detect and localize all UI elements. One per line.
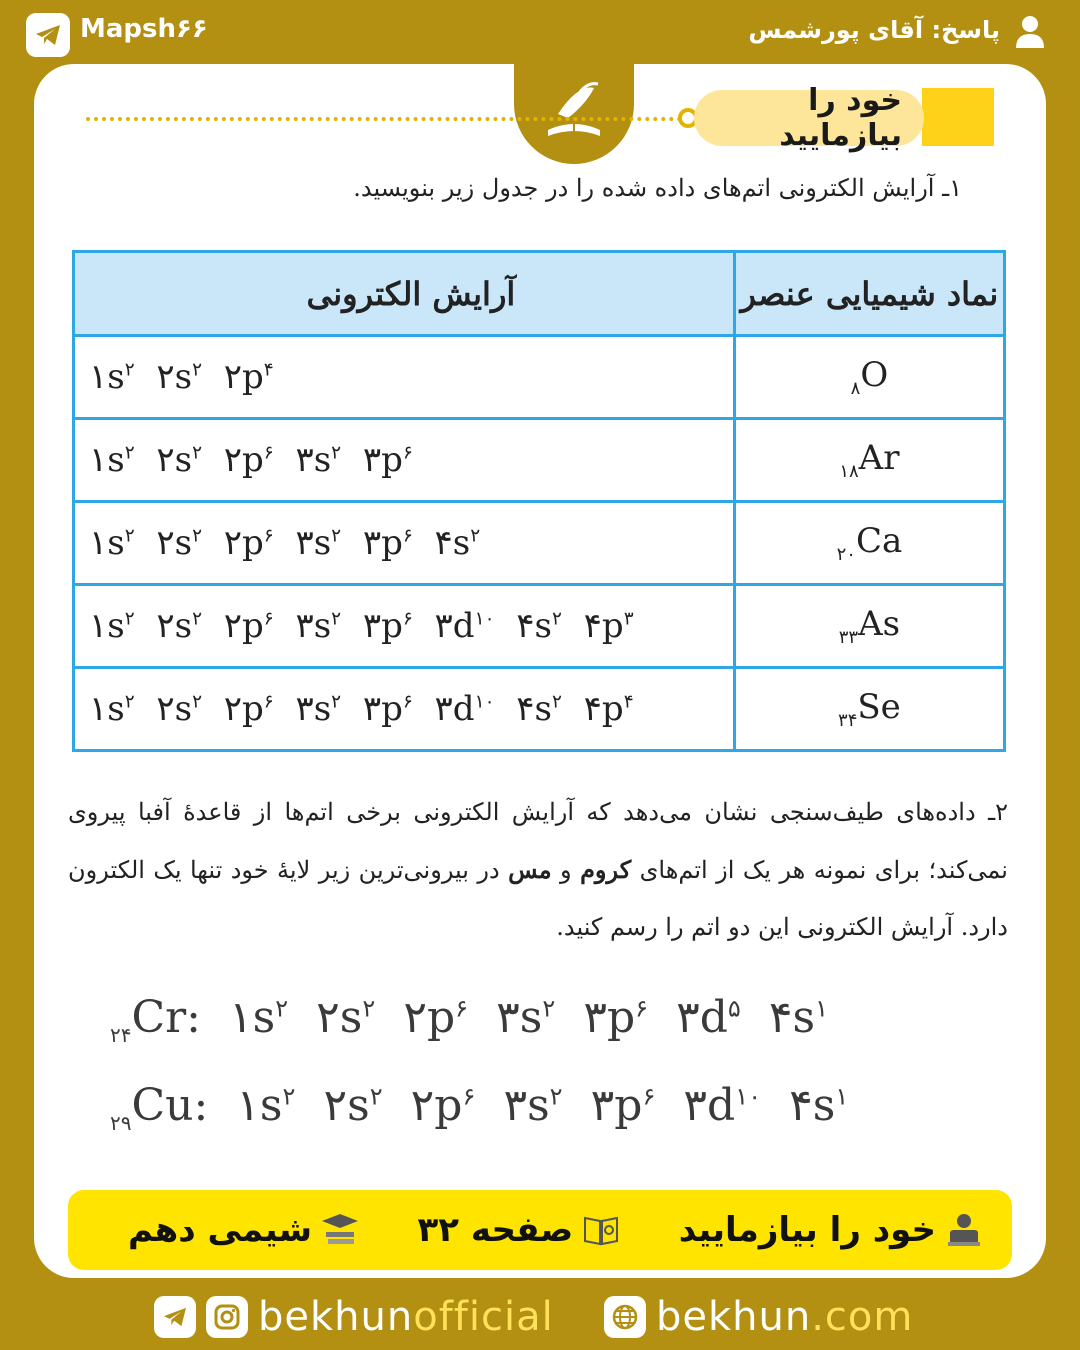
section-tab-accent (922, 88, 994, 146)
question-2 (68, 784, 1008, 956)
header-symbol: نماد شیمیایی عنصر (734, 252, 1004, 336)
atomic-number: ۳۴ (838, 709, 858, 731)
top-bar (0, 0, 1080, 66)
element-symbol-cell: $_۸$O (734, 336, 1004, 419)
electron-config-cell: $۱s^۲$ $۲s^۲$ $۲p^۶$ $۳s^۲$ $۳p^۶$ $۳d^{۱۰}$ $۴s^۲$ $۴p^۴$ (74, 668, 735, 751)
question-2-and: و (560, 856, 572, 884)
section-divider (86, 117, 682, 121)
question-2-part2: در بیرونی‌ترین زیر لایهٔ خود تنها یک الکترون دارد. آرایش الکترونی این دو اتم را رسم کنید. (68, 856, 1008, 941)
answer-copper: $_{۲۹}$Cu: $۱s^۲$ $۲s^۲$ $۲p^۶$ $۳s^۲$ $۳p^۶$ $۳d^{۱۰}$ $۴s^۱$ (110, 1080, 849, 1135)
footer-subject-label: شیمی دهم (128, 1210, 313, 1250)
channel-handle: Mapsh۶۶ (80, 14, 208, 44)
answer-chromium: $_{۲۴}$Cr: $۱s^۲$ $۲s^۲$ $۲p^۶$ $۳s^۲$ $۳p^۶$ $۳d^۵$ $۴s^۱$ (110, 992, 829, 1047)
footer-page (417, 1210, 621, 1250)
element-symbol-cell: $_{۳۴}$Se (734, 668, 1004, 751)
footer-section (679, 1210, 984, 1250)
element-symbol-cell: $_{۱۸}$Ar (734, 419, 1004, 502)
brand-logo (514, 64, 634, 164)
atomic-number: ۸ (850, 377, 861, 399)
atomic-number: ۲۹ (110, 1110, 132, 1135)
book-pen-icon (528, 74, 620, 154)
open-book-icon (581, 1212, 621, 1248)
chromium-word: کروم (580, 855, 632, 884)
table-header-row (74, 252, 1005, 336)
social-instagram-telegram[interactable] (154, 1290, 554, 1344)
table-row (74, 585, 1005, 668)
element-symbol-cell: $_{۲۰}$Ca (734, 502, 1004, 585)
footer-section-label: خود را بیازمایید (678, 1210, 936, 1250)
copper-word: مس (508, 855, 552, 884)
user-icon (1014, 14, 1046, 50)
element-symbol-cell: $_{۳۳}$As (734, 585, 1004, 668)
section-title: خود را بیازمایید (694, 90, 924, 146)
social-handle[interactable]: bekhunofficial (258, 1294, 554, 1340)
atomic-number: ۲۴ (110, 1022, 132, 1047)
electron-config-cell: $۱s^۲$ $۲s^۲$ $۲p^۶$ $۳s^۲$ $۳p^۶$ $۴s^۲$ (74, 502, 735, 585)
globe-icon[interactable] (604, 1296, 646, 1338)
table-row (74, 336, 1005, 419)
atomic-number: ۱۸ (839, 460, 859, 482)
electron-config-table (72, 250, 1006, 752)
website-link[interactable] (604, 1290, 913, 1344)
atomic-number: ۲۰ (836, 543, 856, 565)
website-url[interactable]: bekhun.com (656, 1294, 914, 1340)
header-config: آرایش الکترونی (74, 252, 735, 336)
atomic-number: ۳۳ (838, 626, 859, 648)
teacher-icon (944, 1212, 984, 1248)
table-row (74, 502, 1005, 585)
table-row (74, 668, 1005, 751)
electron-config-cell: $۱s^۲$ $۲s^۲$ $۲p^۴$ (74, 336, 735, 419)
electron-config-cell: $۱s^۲$ $۲s^۲$ $۲p^۶$ $۳s^۲$ $۳p^۶$ $۳d^{۱۰}$ $۴s^۲$ $۴p^۳$ (74, 585, 735, 668)
graduation-books-icon (320, 1212, 360, 1248)
footer-subject (128, 1210, 360, 1250)
telegram-icon[interactable] (154, 1296, 196, 1338)
footer-bar (68, 1190, 1012, 1270)
electron-config-cell: $۱s^۲$ $۲s^۲$ $۲p^۶$ $۳s^۲$ $۳p^۶$ (74, 419, 735, 502)
telegram-icon[interactable] (26, 13, 70, 57)
question-2-part1: ۲ـ داده‌های طیف‌سنجی نشان می‌دهد که آرایش الکترونی برخی اتم‌ها از قاعدهٔ آفبا پیروی نمی‌کند؛ برای نمونه هر یک از اتم‌های (68, 798, 1008, 884)
instagram-icon[interactable] (206, 1296, 248, 1338)
answer-author: پاسخ: آقای پورشمس (748, 16, 1000, 44)
question-1: ۱ـ آرایش الکترونی اتم‌های داده شده را در جدول زیر بنویسید. (353, 174, 962, 202)
table-row (74, 419, 1005, 502)
footer-page-label: صفحه ۳۲ (417, 1210, 574, 1250)
